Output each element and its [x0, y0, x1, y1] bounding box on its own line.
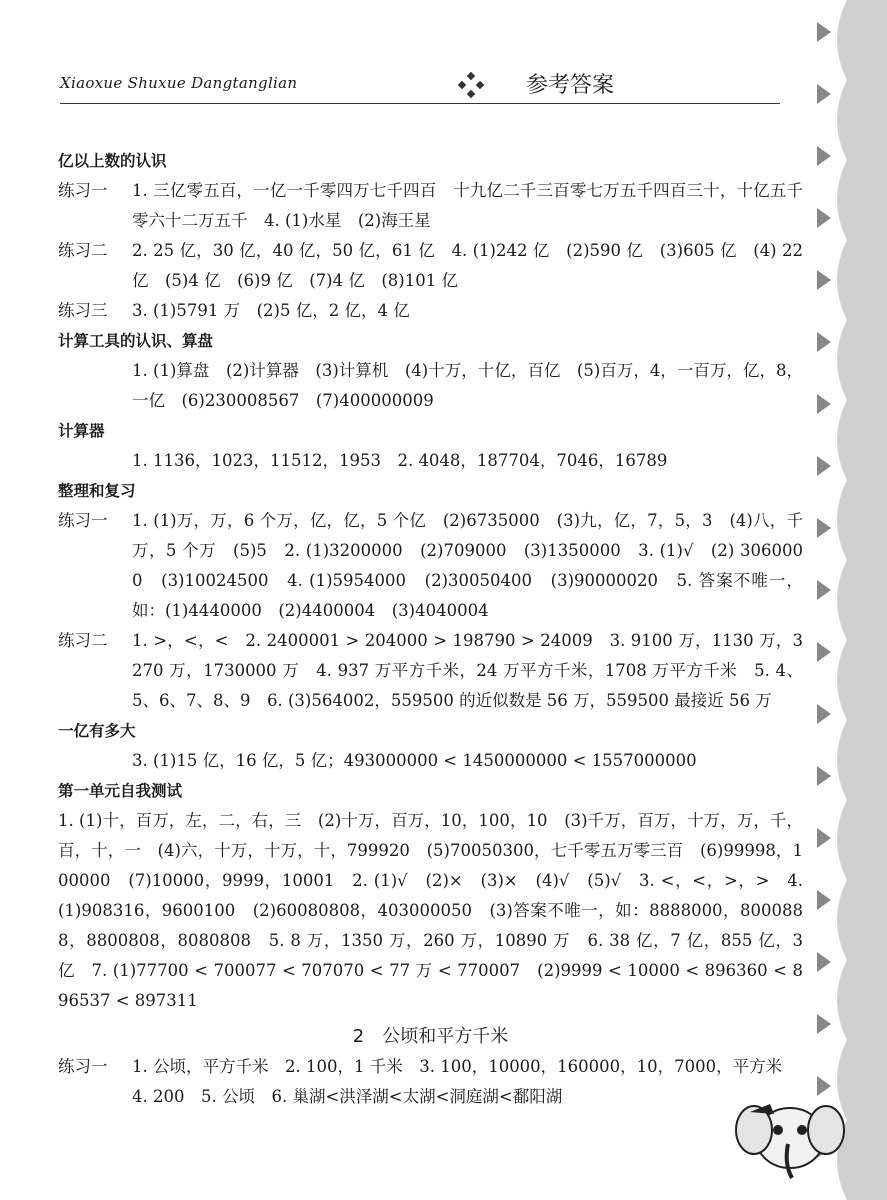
exercise-row: [58, 626, 803, 716]
exercise-label: 练习一: [58, 511, 108, 530]
section-title: 计算工具的认识、算盘: [58, 332, 214, 350]
exercise-label: 练习二: [58, 631, 108, 650]
exercise-label: 练习三: [58, 301, 108, 320]
section-title: 第一单元自我测试: [58, 782, 183, 800]
exercise-answer: 1. 三亿零五百，一亿一千零四万七千四百 十九亿二千三百零七万五千四百三十，十亿五千零六十二万五千 4. (1)水星 (2)海王星: [132, 181, 803, 230]
exercise-answer: 1. 公顷，平方千米 2. 100，1 千米 3. 100，10000，160000，10，7000，平方米: [132, 1057, 783, 1076]
scalloped-page-edge: [817, 0, 887, 1200]
header-rule: [60, 103, 780, 104]
exercise-row: [58, 1052, 803, 1082]
section-answer: 1. 1136，1023，11512，1953 2. 4048，187704，7046，16789: [132, 451, 668, 470]
exercise-answer: 1. >，<，< 2. 2400001 > 204000 > 198790 > 24009 3. 9100 万，1130 万，3270 万，1730000 万 4. 937 万平方千米，24 万平方千米，1708 万平方千米 5. 4、5、6、7、8、9 6. (3)564002，559500 的近似数是 56 万，559500 最接近 56 万: [132, 631, 803, 710]
section-title: 计算器: [58, 422, 105, 440]
chapter-title: 2 公顷和平方千米: [352, 1026, 509, 1047]
exercise-label: 练习一: [58, 1057, 108, 1076]
section-answer: 3. (1)15 亿，16 亿，5 亿；493000000 < 1450000000 < 1557000000: [132, 751, 697, 770]
section-answer: 1. (1)算盘 (2)计算器 (3)计算机 (4)十万，十亿，百亿 (5)百万，4，一百万，亿，8，一亿 (6)230008567 (7)400000009: [132, 361, 803, 410]
diamond-ornament-icon: [458, 72, 484, 98]
exercise-answer: 4. 200 5. 公顷 6. 巢湖<洪泽湖<太湖<洞庭湖<鄱阳湖: [132, 1087, 563, 1106]
elephant-mascot-icon: [730, 1094, 850, 1186]
exercise-answer: 2. 25 亿，30 亿，40 亿，50 亿，61 亿 4. (1)242 亿 (2)590 亿 (3)605 亿 (4) 22 亿 (5)4 亿 (6)9 亿 (7)4 亿 (8)101 亿: [132, 241, 803, 290]
section-title: 亿以上数的认识: [58, 152, 167, 170]
header-title: 参考答案: [525, 73, 614, 98]
header-pinyin: Xiaoxue Shuxue Dangtanglian: [60, 74, 298, 92]
section-answer: 1. (1)十，百万，左，二，右，三 (2)十万，百万，10，100，10 (3)千万，百万，十万，万，千，百，十，一 (4)六，十万，十万，十，799920 (5)70050300，七千零五万零三百 (6)99998，100000 (7)10000，9999，10001 2. (1)√ (2)× (3)× (4)√ (5)√ 3. <，<，>，> 4. (1)908316，9600100 (2)60080808，403000050 (3)答案不唯一，如：8888000，8000888，8800808，8080808 5. 8 万，1350 万，260 万，10890 万 6. 38 亿，7 亿，855 亿，3 亿 7. (1)77700 < 700077 < 707070 < 77 万 < 770007 (2)9999 < 10000 < 896360 < 896537 < 897311: [58, 811, 803, 1010]
page-header: [60, 62, 780, 104]
exercise-answer: 1. (1)万，万，6 个万，亿，亿，5 个亿 (2)6735000 (3)九，亿，7，5，3 (4)八，千万，5 个万 (5)5 2. (1)3200000 (2)709000 (3)1350000 3. (1)√ (2) 3060000 (3)10024500 4. (1)5954000 (2)30050400 (3)90000020 5. 答案不唯一，如：(1)4440000 (2)4400004 (3)4040004: [132, 511, 803, 620]
exercise-row: [58, 176, 803, 236]
answer-content: [58, 146, 803, 1112]
section-title: 一亿有多大: [58, 722, 136, 740]
exercise-row: [58, 236, 803, 296]
exercise-row: [58, 296, 803, 326]
section-title: 整理和复习: [58, 482, 136, 500]
exercise-label: 练习一: [58, 181, 108, 200]
exercise-row: [58, 506, 803, 626]
exercise-label: 练习二: [58, 241, 108, 260]
exercise-answer: 3. (1)5791 万 (2)5 亿，2 亿，4 亿: [132, 301, 410, 320]
